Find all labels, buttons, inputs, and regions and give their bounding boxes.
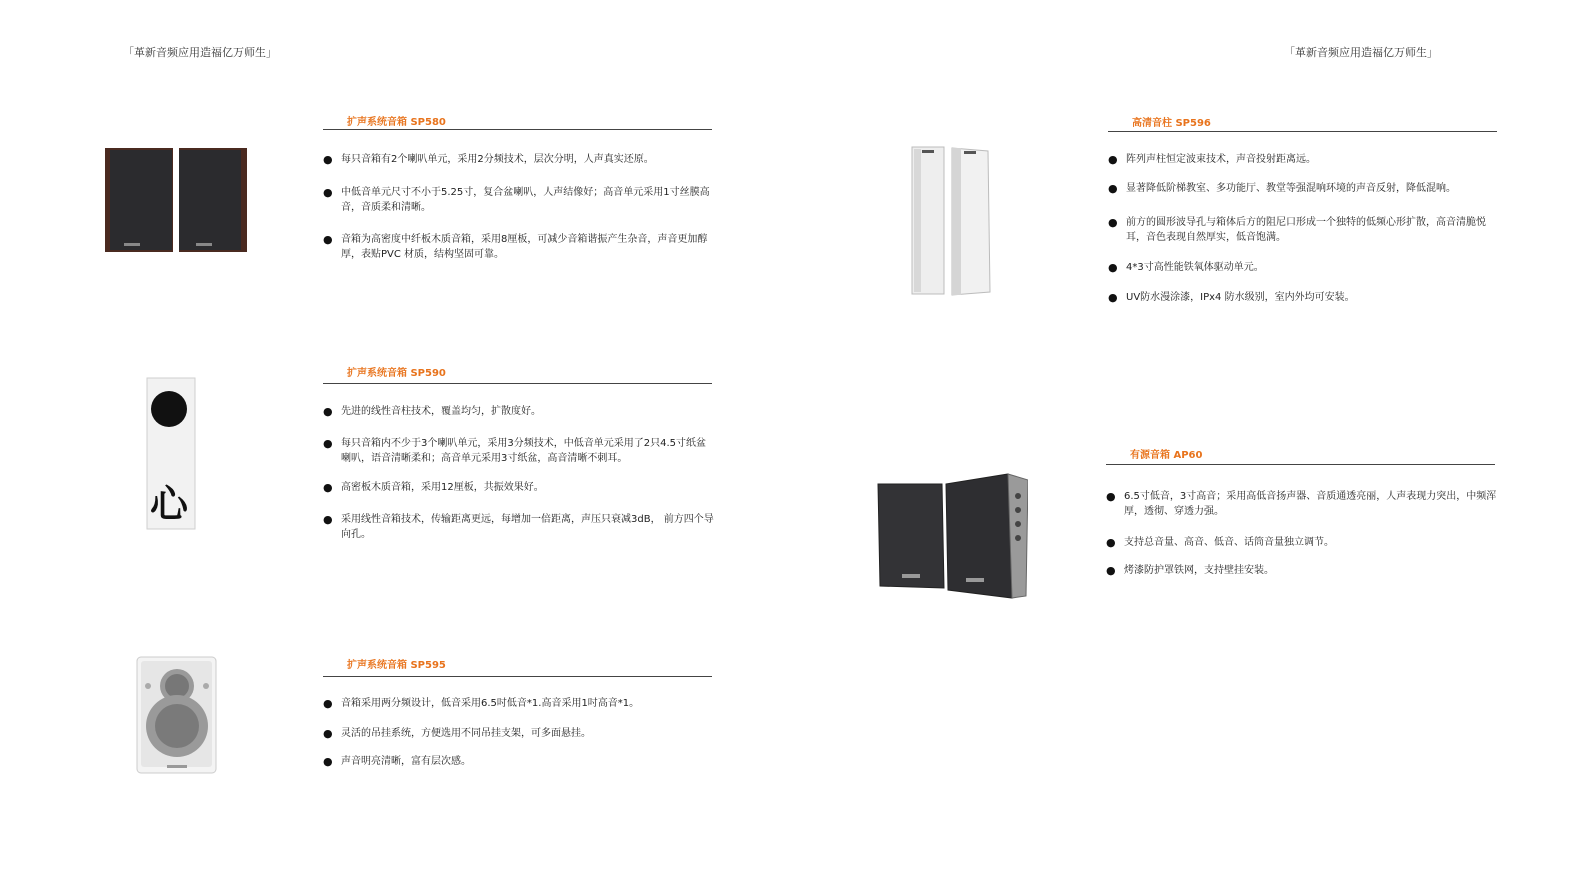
feature-item: ● 采用线性音箱技术，传输距离更远，每增加一倍距离，声压只衰减3dB， 前方四个导向孔。 (323, 512, 715, 542)
product-title: 扩声系统音箱 SP590 (347, 368, 446, 379)
header-slogan-right: 「革新音频应用造福亿万师生」 (1284, 46, 1438, 59)
title-divider (323, 129, 712, 130)
feature-list (323, 696, 715, 769)
title-divider (323, 383, 712, 384)
feature-item: ● 音箱为高密度中纤板木质音箱，采用8厘板，可减少音箱谐振产生杂音，声音更加醇厚，表贴PVC 材质，结构坚固可靠。 (323, 232, 715, 262)
white-speaker-icon (136, 656, 218, 776)
product-ap60 (1106, 446, 1498, 606)
feature-item: ● 显著降低阶梯教室、多功能厅、教堂等强混响环境的声音反射，降低混响。 (1108, 181, 1500, 196)
feature-item: ● 中低音单元尺寸不小于5.25寸，复合盆喇叭，人声结像好；高音单元采用1寸丝膜高音，音质柔和清晰。 (323, 185, 715, 215)
feature-item: ● 阵列声柱恒定波束技术，声音投射距离远。 (1108, 152, 1500, 167)
header-slogan-left: 「革新音频应用造福亿万师生」 (123, 46, 277, 59)
product-title: 扩声系统音箱 SP595 (347, 660, 446, 671)
feature-item: ● 每只音箱有2个喇叭单元，采用2分频技术，层次分明，人声真实还原。 (323, 152, 715, 167)
active-speaker-pair-icon (876, 472, 1028, 600)
feature-list (323, 152, 715, 262)
title-divider (323, 676, 712, 677)
feature-item: ● 音箱采用两分频设计，低音采用6.5吋低音*1.高音采用1吋高音*1。 (323, 696, 715, 711)
feature-item: ● 先进的线性音柱技术，覆盖均匀，扩散度好。 (323, 404, 715, 419)
svg-text:心: 心 (149, 482, 189, 526)
speaker-pair-wood-icon (104, 146, 248, 254)
title-divider (1106, 464, 1495, 465)
product-title: 扩声系统音箱 SP580 (347, 117, 446, 128)
feature-item: ● 前方的圆形波导孔与箱体后方的阻尼口形成一个独特的低频心形扩散，高音清脆悦耳，音色表现自然厚实，低音饱满。 (1108, 215, 1500, 245)
feature-list (1108, 152, 1500, 305)
feature-list (323, 404, 715, 542)
product-sp596 (1108, 114, 1500, 314)
title-divider (1108, 131, 1497, 132)
product-title: 高清音柱 SP596 (1132, 118, 1211, 129)
product-title: 有源音箱 AP60 (1130, 450, 1203, 461)
feature-item: ● 烤漆防护罩铁网，支持壁挂安装。 (1106, 563, 1498, 578)
feature-item: ● 高密板木质音箱，采用12厘板，共振效果好。 (323, 480, 715, 495)
product-sp595 (323, 656, 715, 796)
feature-item: ● UV防水漫涂漆，IPx4 防水级别，室内外均可安装。 (1108, 290, 1500, 305)
feature-item: ● 每只音箱内不少于3个喇叭单元，采用3分频技术，中低音单元采用了2只4.5寸纸盆喇叭，语音清晰柔和；高音单元采用3寸纸盆，高音清晰不刺耳。 (323, 436, 715, 466)
feature-item: ● 6.5寸低音，3寸高音；采用高低音扬声器、音质通透亮丽，人声表现力突出，中频浑厚，透彻、穿透力强。 (1106, 489, 1498, 519)
column-speaker-pair-icon (910, 145, 996, 297)
product-sp580 (323, 113, 715, 273)
column-speaker-icon (146, 377, 198, 531)
feature-list (1106, 489, 1498, 578)
feature-item: ● 灵活的吊挂系统，方便选用不同吊挂支架，可多面悬挂。 (323, 726, 715, 741)
feature-item: ● 支持总音量、高音、低音、话筒音量独立调节。 (1106, 535, 1498, 550)
product-sp590 (323, 364, 715, 564)
feature-item: ● 声音明亮清晰，富有层次感。 (323, 754, 715, 769)
feature-item: ● 4*3寸高性能铁氧体驱动单元。 (1108, 260, 1500, 275)
